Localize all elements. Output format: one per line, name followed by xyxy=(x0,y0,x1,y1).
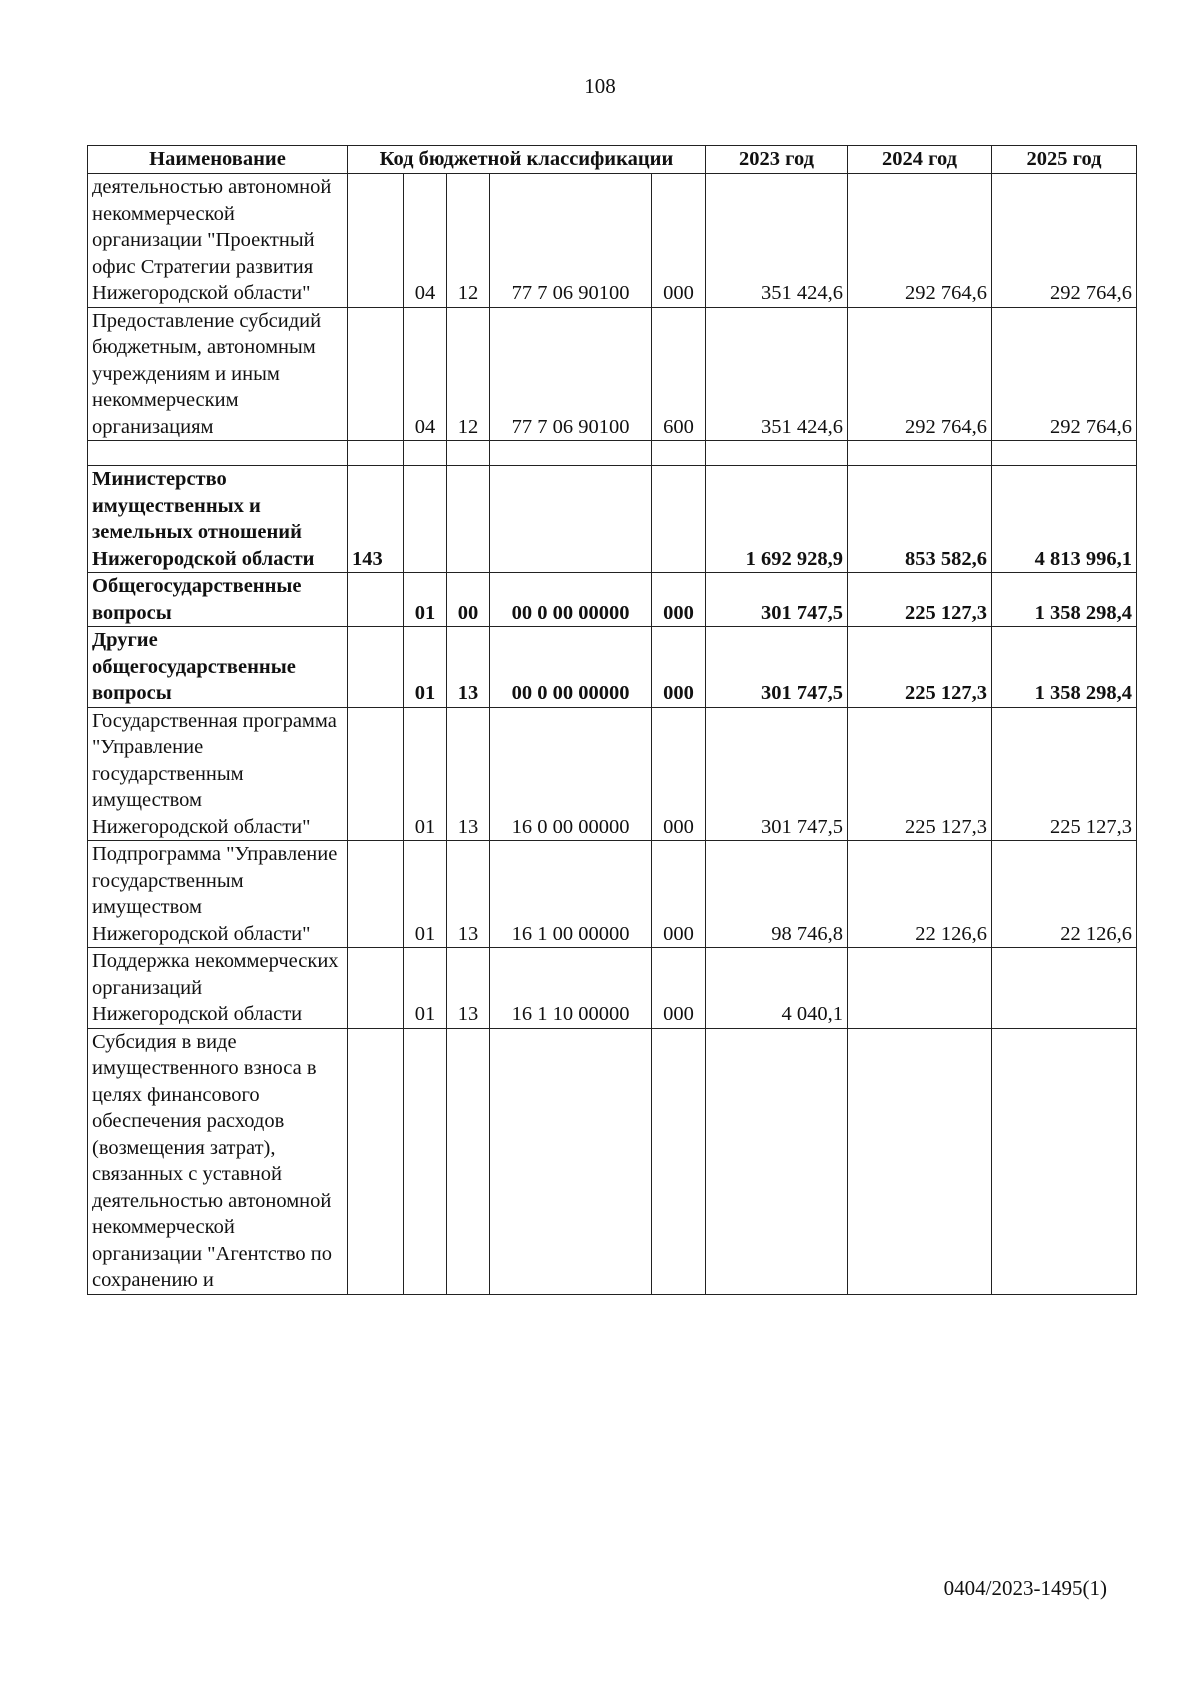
row-grbs xyxy=(348,1028,404,1294)
row-2023: 351 424,6 xyxy=(706,174,848,308)
table-row xyxy=(88,627,1137,708)
row-2023: 301 747,5 xyxy=(706,627,848,708)
row-2025: 1 358 298,4 xyxy=(992,573,1137,627)
row-pr: 13 xyxy=(447,841,490,948)
row-vr xyxy=(652,1028,706,1294)
table-row xyxy=(88,707,1137,841)
header-2025: 2025 год xyxy=(992,146,1137,174)
row-2024: 22 126,6 xyxy=(848,841,992,948)
row-2024: 292 764,6 xyxy=(848,307,992,441)
row-csr xyxy=(490,466,652,573)
row-grbs xyxy=(348,573,404,627)
budget-table xyxy=(87,145,1137,1295)
row-2024: 853 582,6 xyxy=(848,466,992,573)
row-grbs xyxy=(348,948,404,1029)
row-csr xyxy=(490,1028,652,1294)
row-vr xyxy=(652,466,706,573)
row-grbs xyxy=(348,307,404,441)
row-2024: 225 127,3 xyxy=(848,573,992,627)
row-rz: 01 xyxy=(404,627,447,708)
row-2023: 98 746,8 xyxy=(706,841,848,948)
row-pr: 13 xyxy=(447,707,490,841)
row-pr: 00 xyxy=(447,573,490,627)
row-pr: 13 xyxy=(447,948,490,1029)
row-pr: 12 xyxy=(447,174,490,308)
table-row xyxy=(88,573,1137,627)
row-csr: 77 7 06 90100 xyxy=(490,307,652,441)
row-2023: 351 424,6 xyxy=(706,307,848,441)
row-2023: 1 692 928,9 xyxy=(706,466,848,573)
row-2025 xyxy=(992,1028,1137,1294)
row-rz: 04 xyxy=(404,307,447,441)
table-row xyxy=(88,174,1137,308)
blank-cell xyxy=(88,441,348,466)
row-name: деятельностью автономной некоммерческой организации "Проектный офис Стратегии развития Нижегородской области" xyxy=(88,174,348,308)
row-name: Подпрограмма "Управление государственным имуществом Нижегородской области" xyxy=(88,841,348,948)
row-2024: 225 127,3 xyxy=(848,707,992,841)
row-2025: 225 127,3 xyxy=(992,707,1137,841)
row-2025: 1 358 298,4 xyxy=(992,627,1137,708)
row-csr: 16 1 00 00000 xyxy=(490,841,652,948)
row-2024 xyxy=(848,1028,992,1294)
row-vr: 000 xyxy=(652,573,706,627)
row-pr xyxy=(447,466,490,573)
row-vr: 000 xyxy=(652,841,706,948)
row-csr: 16 0 00 00000 xyxy=(490,707,652,841)
row-vr: 000 xyxy=(652,627,706,708)
row-rz: 01 xyxy=(404,841,447,948)
table-row xyxy=(88,307,1137,441)
row-pr: 12 xyxy=(447,307,490,441)
row-name: Общегосударственные вопросы xyxy=(88,573,348,627)
blank-cell xyxy=(404,441,447,466)
row-2025: 292 764,6 xyxy=(992,174,1137,308)
table-row xyxy=(88,948,1137,1029)
table-header-row xyxy=(88,146,1137,174)
row-grbs: 143 xyxy=(348,466,404,573)
row-csr: 16 1 10 00000 xyxy=(490,948,652,1029)
row-csr: 00 0 00 00000 xyxy=(490,627,652,708)
row-name: Государственная программа "Управление государственным имуществом Нижегородской области" xyxy=(88,707,348,841)
row-2024: 292 764,6 xyxy=(848,174,992,308)
row-rz: 01 xyxy=(404,948,447,1029)
row-2025: 292 764,6 xyxy=(992,307,1137,441)
row-vr: 000 xyxy=(652,174,706,308)
table-row xyxy=(88,466,1137,573)
row-vr: 600 xyxy=(652,307,706,441)
row-2025 xyxy=(992,948,1137,1029)
row-name: Министерство имущественных и земельных отношений Нижегородской области xyxy=(88,466,348,573)
row-rz: 04 xyxy=(404,174,447,308)
row-name: Субсидия в виде имущественного взноса в целях финансового обеспечения расходов (возмещения затрат), связанных с уставной деятельностью автономной некоммерческой организации "Агентство по сохранению и xyxy=(88,1028,348,1294)
blank-cell xyxy=(706,441,848,466)
row-2025: 22 126,6 xyxy=(992,841,1137,948)
row-csr: 00 0 00 00000 xyxy=(490,573,652,627)
row-name: Другие общегосударственные вопросы xyxy=(88,627,348,708)
table-row xyxy=(88,841,1137,948)
row-2024 xyxy=(848,948,992,1029)
row-pr: 13 xyxy=(447,627,490,708)
blank-cell xyxy=(447,441,490,466)
row-rz: 01 xyxy=(404,707,447,841)
row-2023 xyxy=(706,1028,848,1294)
blank-cell xyxy=(348,441,404,466)
table-row xyxy=(88,1028,1137,1294)
row-rz: 01 xyxy=(404,573,447,627)
row-2024: 225 127,3 xyxy=(848,627,992,708)
row-grbs xyxy=(348,174,404,308)
row-name: Предоставление субсидий бюджетным, автономным учреждениям и иным некоммерческим организациям xyxy=(88,307,348,441)
row-pr xyxy=(447,1028,490,1294)
document-number: 0404/2023-1495(1) xyxy=(943,1576,1107,1600)
row-name: Поддержка некоммерческих организаций Нижегородской области xyxy=(88,948,348,1029)
header-name: Наименование xyxy=(88,146,348,174)
page-number: 108 xyxy=(584,74,616,98)
row-2023: 4 040,1 xyxy=(706,948,848,1029)
blank-row xyxy=(88,441,1137,466)
row-vr: 000 xyxy=(652,948,706,1029)
blank-cell xyxy=(490,441,652,466)
header-2024: 2024 год xyxy=(848,146,992,174)
row-grbs xyxy=(348,707,404,841)
row-2023: 301 747,5 xyxy=(706,573,848,627)
row-2025: 4 813 996,1 xyxy=(992,466,1137,573)
row-rz xyxy=(404,1028,447,1294)
row-grbs xyxy=(348,627,404,708)
row-csr: 77 7 06 90100 xyxy=(490,174,652,308)
header-2023: 2023 год xyxy=(706,146,848,174)
header-code: Код бюджетной классификации xyxy=(348,146,706,174)
blank-cell xyxy=(992,441,1137,466)
blank-cell xyxy=(848,441,992,466)
row-grbs xyxy=(348,841,404,948)
row-vr: 000 xyxy=(652,707,706,841)
row-2023: 301 747,5 xyxy=(706,707,848,841)
blank-cell xyxy=(652,441,706,466)
row-rz xyxy=(404,466,447,573)
